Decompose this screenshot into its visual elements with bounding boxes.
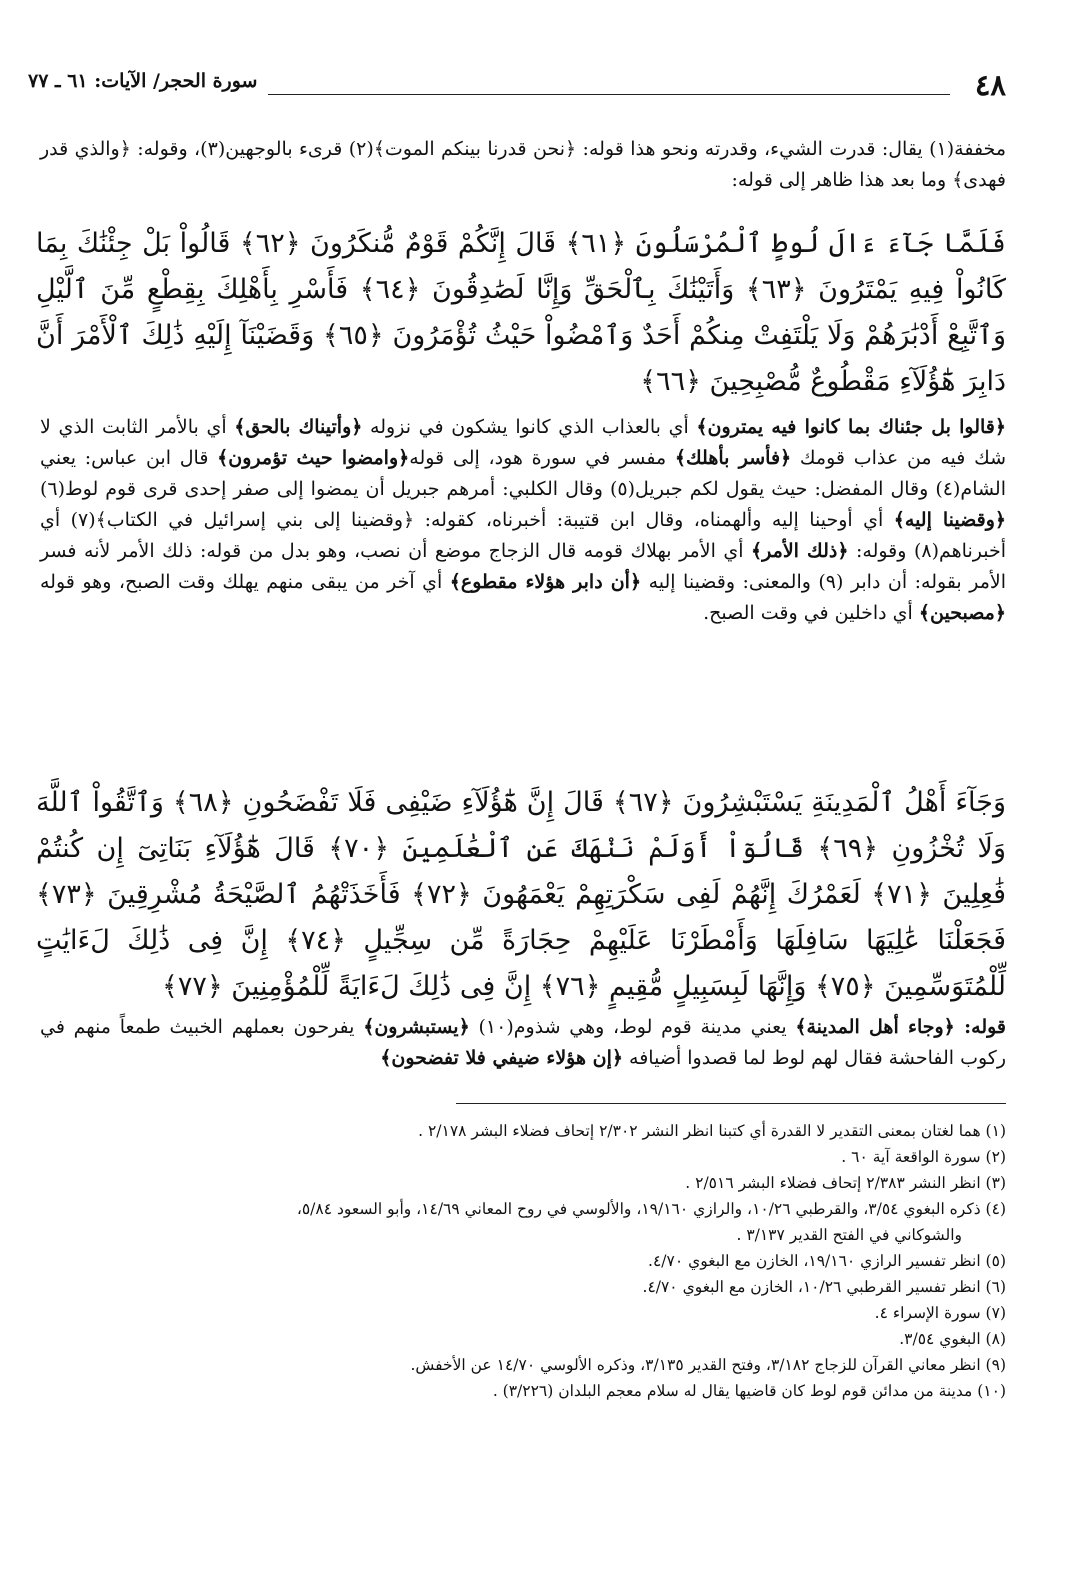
commentary-paragraph-intro: مخففة(١) يقال: قدرت الشيء، وقدرته ونحو هذا قوله: ﴿نحن قدرنا بينكم الموت﴾(٢) قرىء بالوجهين(٣)، وقوله: ﴿والذي قدر فهدى﴾ وما بعد هذا ظاهر إلى قوله:: [40, 138, 1006, 191]
running-title: سورة الحجر/ الآيات: ٦١ ـ ٧٧: [28, 70, 258, 92]
quoted-verse: قوله: ﴿وجاء أهل المدينة﴾: [795, 1016, 1007, 1038]
footnote: (٢) سورة الواقعة آية ٦٠ .: [841, 1148, 1006, 1166]
quoted-verse: ﴿وامضوا حيث تؤمرون﴾: [217, 447, 410, 469]
quoted-verse: ﴿وأتيناك بالحق﴾: [234, 416, 363, 438]
quoted-verse: ﴿قالوا بل جئناك بما كانوا فيه يمترون﴾: [696, 416, 1007, 438]
footnote: (٦) انظر تفسير القرطبي ١٠/٢٦، الخازن مع البغوي ٤/٧٠.: [642, 1278, 1006, 1296]
footnote: (٣) انظر النشر ٢/٣٨٣ إتحاف فضلاء البشر ٢/٥١٦ .: [685, 1174, 1006, 1192]
commentary-text: أي أوحينا إليه وألهمناه، وقال ابن قتيبة: أخبرناه، كقوله: ﴿وقضينا إلى بني إسرائيل في الكتاب﴾(٧) أي أخبرناهم(٨) وقوله:: [40, 509, 1006, 562]
commentary-text: أي داخلين في وقت الصبح.: [703, 602, 919, 624]
commentary-text: أي الأمر بهلاك قومه قال الزجاج موضع أن نصب، وهو بدل من قوله: ذلك الأمر لأنه فسر الأمر بقوله: أن دابر (٩) والمعنى: وقضينا إليه: [40, 540, 1006, 593]
quoted-verse: ﴿وقضينا إليه﴾: [893, 509, 1007, 531]
commentary-text: يعني مدينة قوم لوط، وهي شذوم(١٠): [469, 1016, 796, 1038]
footnote: (١) هما لغتان بمعنى التقدير لا القدرة أي كتبنا انظر النشر ٢/٣٠٢ إتحاف فضلاء البشر ٢/١٧٨ .: [418, 1122, 1006, 1140]
quoted-verse: ﴿يستبشرون﴾: [363, 1016, 470, 1038]
header-rule: [268, 94, 950, 95]
commentary-text: أي آخر من يبقى منهم يهلك وقت الصبح، وهو قوله: [40, 571, 450, 593]
page-header: [28, 66, 1006, 100]
quoted-verse: ﴿فأسر بأهلك﴾: [674, 447, 792, 469]
page-number: ٤٨: [974, 68, 1006, 102]
commentary-text: أي بالأمر الثابت الذي لا شك فيه من عذاب قومك: [40, 416, 1006, 469]
quoted-verse: ﴿ذلك الأمر﴾: [751, 540, 849, 562]
commentary-text: قال ابن عباس: يعني الشام(٤) وقال المفضل: حيث يقول لكم جبريل(٥) وقال الكلبي: أمرهم جبريل أن يمضوا إلى صفر إحدى قرى قوم لوط(٦): [40, 447, 1006, 500]
footnote-continuation: والشوكاني في الفتح القدير ٣/١٣٧ .: [736, 1226, 962, 1244]
commentary-text: أي بالعذاب الذي كانوا يشكون في نزوله: [362, 416, 697, 438]
footnote: (١٠) مدينة من مدائن قوم لوط كان قاضيها يقال له سلام معجم البلدان (٣/٢٢٦) .: [492, 1382, 1006, 1400]
footnotes: [40, 1118, 1006, 1404]
footnote: (٧) سورة الإسراء ٤.: [874, 1304, 1006, 1322]
quran-verses-67-77: وَجَآءَ أَهْلُ ٱلْمَدِينَةِ يَسْتَبْشِرُونَ ﴿٦٧﴾ قَالَ إِنَّ هَٰٓؤُلَآءِ ضَيْفِى فَلَا تَفْضَحُونِ ﴿٦٨﴾ وَٱتَّقُواْ ٱللَّهَ وَلَا تُخْزُونِ ﴿٦٩﴾ قَالُوٓاْ أَوَلَمْ نَنْهَكَ عَنِ ٱلْعَٰلَمِينَ ﴿٧٠﴾ قَالَ هَٰٓؤُلَآءِ بَنَاتِىٓ إِن كُنتُمْ فَٰعِلِينَ ﴿٧١﴾ لَعَمْرُكَ إِنَّهُمْ لَفِى سَكْرَتِهِمْ يَعْمَهُونَ ﴿٧٢﴾ فَأَخَذَتْهُمُ ٱلصَّيْحَةُ مُشْرِقِينَ ﴿٧٣﴾ فَجَعَلْنَا عَٰلِيَهَا سَافِلَهَا وَأَمْطَرْنَا عَلَيْهِمْ حِجَارَةً مِّن سِجِّيلٍ ﴿٧٤﴾ إِنَّ فِى ذَٰلِكَ لَءَايَٰتٍ لِّلْمُتَوَسِّمِينَ ﴿٧٥﴾ وَإِنَّهَا لَبِسَبِيلٍ مُّقِيمٍ ﴿٧٦﴾ إِنَّ فِى ذَٰلِكَ لَءَايَةً لِّلْمُؤْمِنِينَ ﴿٧٧﴾: [36, 787, 1007, 1002]
commentary-text: يفرحون بعملهم الخبيث طمعاً منهم في ركوب الفاحشة فقال لهم لوط لما قصدوا أضيافه: [40, 1016, 1006, 1069]
footnote: (٥) انظر تفسير الرازي ١٩/١٦٠، الخازن مع البغوي ٤/٧٠.: [648, 1252, 1006, 1270]
quoted-verse: ﴿إن هؤلاء ضيفي فلا تفضحون﴾: [380, 1047, 623, 1069]
footnote-separator: [456, 1103, 1006, 1104]
quran-verses-61-66: فَلَمَّا جَآءَ ءَالَ لُوطٍ ٱلْمُرْسَلُونَ ﴿٦١﴾ قَالَ إِنَّكُمْ قَوْمٌ مُّنكَرُونَ ﴿٦٢﴾ قَالُواْ بَلْ جِئْنَٰكَ بِمَا كَانُواْ فِيهِ يَمْتَرُونَ ﴿٦٣﴾ وَأَتَيْنَٰكَ بِٱلْحَقِّ وَإِنَّا لَصَٰدِقُونَ ﴿٦٤﴾ فَأَسْرِ بِأَهْلِكَ بِقِطْعٍ مِّنَ ٱلَّيْلِ وَٱتَّبِعْ أَدْبَٰرَهُمْ وَلَا يَلْتَفِتْ مِنكُمْ أَحَدٌ وَٱمْضُواْ حَيْثُ تُؤْمَرُونَ ﴿٦٥﴾ وَقَضَيْنَآ إِلَيْهِ ذَٰلِكَ ٱلْأَمْرَ أَنَّ دَابِرَ هَٰٓؤُلَآءِ مَقْطُوعٌ مُّصْبِحِينَ ﴿٦٦﴾: [36, 228, 1006, 397]
footnote: (٩) انظر معاني القرآن للزجاج ٣/١٨٢، وفتح القدير ٣/١٣٥، وذكره الألوسي ١٤/٧٠ عن الأخفش.: [410, 1356, 1006, 1374]
commentary-paragraph-67: [40, 1012, 1006, 1074]
footnote: (٤) ذكره البغوي ٣/٥٤، والقرطبي ١٠/٢٦، والرازي ١٩/١٦٠، والألوسي في روح المعاني ١٤/٦٩، وأبو السعود ٥/٨٤،: [296, 1200, 1006, 1218]
footnote: (٨) البغوي ٣/٥٤.: [899, 1330, 1006, 1348]
commentary-paragraph-61-66: [40, 412, 1006, 629]
quoted-verse: ﴿أن دابر هؤلاء مقطوع﴾: [449, 571, 642, 593]
commentary-text: مفسر في سورة هود، إلى قوله: [409, 447, 675, 469]
quoted-verse: ﴿مصبحين﴾: [918, 602, 1006, 624]
